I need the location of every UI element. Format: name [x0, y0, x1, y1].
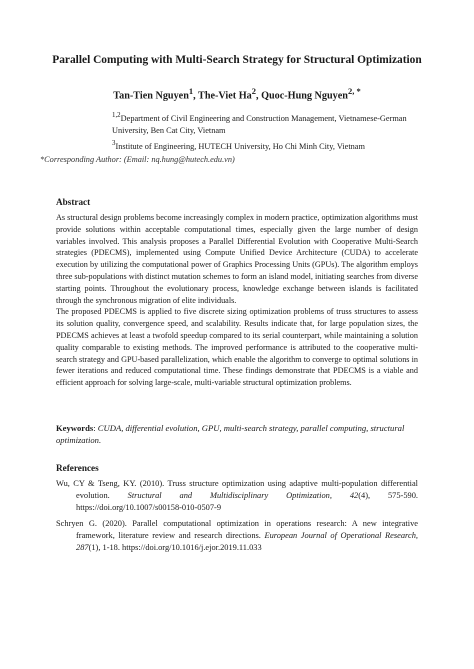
corresponding-author-note: *Corresponding Author: (Email: nq.hung@hutech.edu.vn) [40, 155, 235, 164]
abstract-paragraph: As structural design problems become increasingly complex in modern practice, optimization algorithms must provide solutions within acceptable computational times, especially given the large number of design variables involved. This analysis proposes a Parallel Differential Evolution with Cooperative Multi-Search strategies (PDECMS), implemented using Compute Unified Device Architecture (CUDA) to accelerate execution by utilizing the computational power of Graphics Processing Units (GPUs). The algorithm employs three sub-populations with distinct mutation schemes to form an island model, initiating searches from diverse starting points. Throughout the evolutionary process, knowledge exchange between islands is facilitated through the synchronous migration of elite individuals. [56, 213, 418, 305]
keywords-label: Keywords [56, 423, 94, 433]
author-separator: , [255, 90, 262, 102]
references-heading: References [56, 463, 99, 473]
author-list [40, 84, 434, 103]
affiliation-superscript: 1,2 [112, 112, 121, 119]
reference-item [56, 478, 418, 514]
reference-list [56, 478, 418, 558]
keywords-list: CUDA, differential evolution, GPU, multi-search strategy, parallel computing, structural optimization. [56, 423, 405, 445]
affiliation-text: Department of Civil Engineering and Construction Management, Vietnamese-German University, Ben Cat City, Vietnam [112, 113, 407, 135]
abstract-paragraph: The proposed PDECMS is applied to five discrete sizing optimization problems of truss structures to assess its solution quality, convergence speed, and scalability. Results indicate that, for large population sizes, the PDECMS achieves at least a twofold speedup compared to its serial counterpart, while maintaining a solution quality comparable to existing methods. The improved performance is attributed to the cooperative multi-search strategy and GPU-based parallelization, which enable the algorithm to converge to optimal solutions in fewer iterations and reduced computational time. These findings demonstrate that PDECMS is a viable and efficient approach for solving large-scale, multi-variable structural optimization problems. [56, 307, 418, 388]
reference-text: Schryen G. (2020). Parallel computational optimization in operations research: A new integrative framework, literature review and research directions. [56, 519, 418, 540]
reference-journal: European Journal of Operational Research, 287 [76, 531, 419, 552]
reference-item [56, 518, 418, 554]
reference-details: (1), 1-18. https://doi.org/10.1016/j.ejor.2019.11.033 [88, 543, 262, 552]
author-superscript: 2, * [347, 86, 361, 96]
abstract-body [56, 212, 418, 389]
author-superscript: 1 [188, 86, 194, 96]
abstract-heading: Abstract [56, 197, 91, 207]
author-name: Quoc-Hung Nguyen [261, 90, 348, 102]
author-name: Tan-Tien Nguyen [113, 90, 189, 102]
affiliation-superscript: 3 [112, 140, 116, 147]
affiliation [112, 110, 422, 137]
author-separator: , [193, 90, 199, 102]
reference-journal: Structural and Multidisciplinary Optimization, 42 [127, 491, 359, 500]
author-name: The-Viet Ha [198, 90, 252, 102]
affiliation [112, 138, 422, 153]
author-superscript: 2 [251, 86, 256, 96]
keywords-separator: : [93, 423, 98, 433]
reference-details: (4), 575-590. https://doi.org/10.1007/s00158-010-0507-9 [76, 491, 418, 512]
affiliation-text: Institute of Engineering, HUTECH University, Ho Chi Minh City, Vietnam [115, 141, 365, 151]
reference-text: Wu, CY & Tseng, KY. (2010). Truss structure optimization using adaptive multi-population differential evolution. [56, 479, 418, 500]
keywords-line [56, 422, 418, 446]
paper-title: Parallel Computing with Multi-Search Strategy for Structural Optimization [52, 54, 422, 66]
